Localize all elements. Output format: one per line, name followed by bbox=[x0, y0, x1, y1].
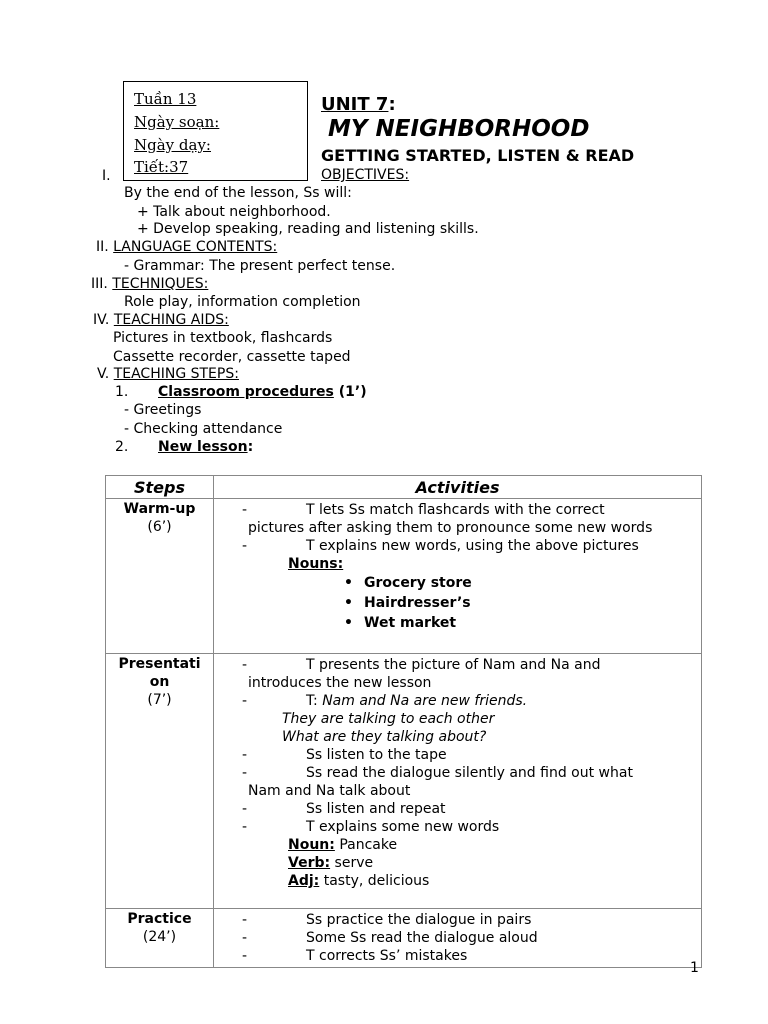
activity-line: introduces the new lesson bbox=[248, 675, 432, 691]
lesson-subtitle: GETTING STARTED, LISTEN & READ bbox=[321, 146, 635, 165]
step-2-title: New lesson: bbox=[158, 439, 254, 455]
step-2-number: 2. bbox=[115, 439, 129, 455]
list-item: • Grocery store bbox=[364, 573, 697, 593]
table-row bbox=[106, 499, 702, 654]
step-1-number: 1. bbox=[115, 384, 129, 400]
activities-column-header: Activities bbox=[214, 476, 702, 499]
objectives-intro: By the end of the lesson, Ss will: bbox=[124, 185, 352, 201]
vocab-noun: Noun: Pancake bbox=[288, 837, 398, 853]
nouns-label: Nouns: bbox=[288, 556, 344, 572]
grammar-text: - Grammar: The present perfect tense. bbox=[124, 258, 396, 274]
week-label: Tuần 13 bbox=[134, 90, 197, 108]
lesson-info-box bbox=[123, 81, 308, 181]
step-name: Presentati bbox=[118, 656, 201, 672]
nouns-list bbox=[248, 573, 697, 633]
activity-line: - T corrects Ss’ mistakes bbox=[242, 948, 468, 964]
activity-line: pictures after asking them to pronounce some new words bbox=[248, 520, 653, 536]
section-1-number: I. bbox=[102, 168, 111, 184]
section-2-heading: II. LANGUAGE CONTENTS: bbox=[96, 239, 278, 255]
activity-line: - T explains some new words bbox=[242, 819, 500, 835]
step-time: (7’) bbox=[147, 692, 172, 708]
techniques-text: Role play, information completion bbox=[124, 294, 361, 310]
activity-line: Nam and Na talk about bbox=[248, 783, 411, 799]
activity-line: - T explains new words, using the above pictures bbox=[242, 538, 639, 554]
activity-line: They are talking to each other bbox=[282, 711, 495, 727]
steps-column-header: Steps bbox=[106, 476, 214, 499]
teaching-aid-item: Pictures in textbook, flashcards bbox=[113, 330, 333, 346]
vocab-adj: Adj: tasty, delicious bbox=[288, 873, 430, 889]
step-name: Practice bbox=[127, 911, 192, 927]
activity-line: - Ss practice the dialogue in pairs bbox=[242, 912, 532, 928]
activities-cell-warmup bbox=[214, 499, 702, 654]
section-5-heading: V. TEACHING STEPS: bbox=[97, 366, 239, 382]
teach-date-label: Ngày dạy: bbox=[134, 136, 211, 154]
step-1-item: - Greetings bbox=[124, 402, 202, 418]
list-item: • Wet market bbox=[364, 613, 697, 633]
activities-cell-presentation bbox=[214, 654, 702, 909]
activity-line: - T: Nam and Na are new friends. bbox=[242, 693, 528, 709]
activity-line: - Ss read the dialogue silently and find out what bbox=[242, 765, 633, 781]
unit-title: UNIT 7: bbox=[321, 94, 396, 115]
step-time: (24’) bbox=[142, 929, 177, 945]
table-row bbox=[106, 654, 702, 909]
lesson-title: MY NEIGHBORHOOD bbox=[328, 116, 590, 142]
activity-line: - Ss listen to the tape bbox=[242, 747, 447, 763]
step-time: (6’) bbox=[147, 519, 172, 535]
step-cell-warmup bbox=[106, 499, 214, 654]
teaching-aid-item: Cassette recorder, cassette taped bbox=[113, 349, 351, 365]
objective-item: + Talk about neighborhood. bbox=[137, 204, 331, 220]
activity-line: What are they talking about? bbox=[282, 729, 487, 745]
section-1-title: OBJECTIVES: bbox=[321, 167, 410, 183]
activity-line: - T presents the picture of Nam and Na and bbox=[242, 657, 601, 673]
step-cell-presentation bbox=[106, 654, 214, 909]
steps-table bbox=[105, 475, 702, 968]
step-name: Warm-up bbox=[123, 501, 196, 517]
table-row bbox=[106, 909, 702, 968]
step-name: on bbox=[149, 674, 170, 690]
step-1-title: Classroom procedures (1’) bbox=[158, 384, 367, 400]
activity-line: - T lets Ss match flashcards with the correct bbox=[242, 502, 605, 518]
activities-cell-practice bbox=[214, 909, 702, 968]
step-cell-practice bbox=[106, 909, 214, 968]
prep-date-label: Ngày soạn: bbox=[134, 113, 220, 131]
activity-line: - Ss listen and repeat bbox=[242, 801, 446, 817]
objective-item: + Develop speaking, reading and listening skills. bbox=[137, 221, 479, 237]
table-header-row bbox=[106, 476, 702, 499]
activity-line: - Some Ss read the dialogue aloud bbox=[242, 930, 538, 946]
section-4-heading: IV. TEACHING AIDS: bbox=[93, 312, 229, 328]
list-item: • Hairdresser’s bbox=[364, 593, 697, 613]
vocab-verb: Verb: serve bbox=[288, 855, 374, 871]
section-3-heading: III. TECHNIQUES: bbox=[91, 276, 209, 292]
page-number: 1 bbox=[690, 960, 699, 976]
period-label: Tiết:37 bbox=[134, 158, 189, 176]
step-1-item: - Checking attendance bbox=[124, 421, 283, 437]
